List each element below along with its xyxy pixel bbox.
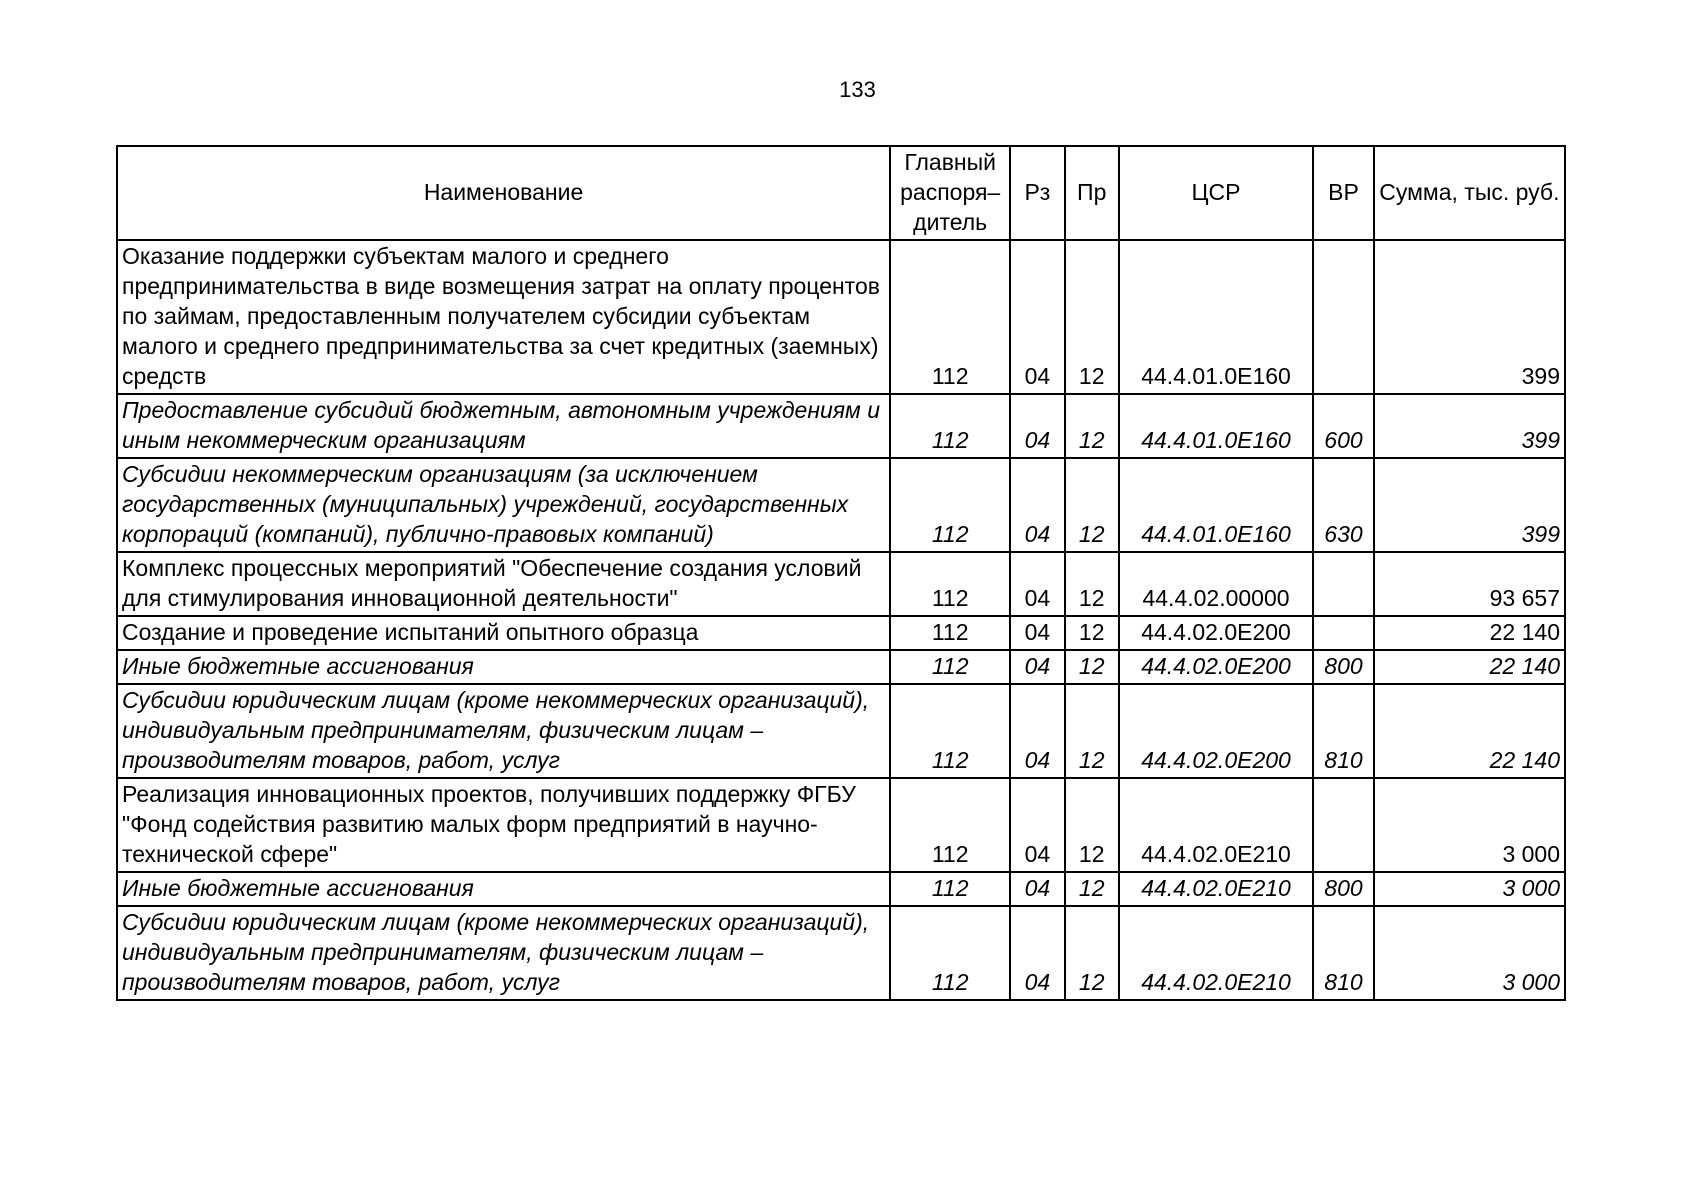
table-row xyxy=(117,458,1565,552)
cell-expense-type: 800 xyxy=(1313,872,1374,906)
cell-target-article: 44.4.02.0Е210 xyxy=(1119,872,1313,906)
cell-subsection: 12 xyxy=(1065,394,1119,458)
cell-target-article: 44.4.02.0Е210 xyxy=(1119,906,1313,1000)
cell-section: 04 xyxy=(1010,778,1064,872)
cell-expense-type xyxy=(1313,552,1374,616)
cell-target-article: 44.4.02.0Е200 xyxy=(1119,650,1313,684)
cell-chief-administrator: 112 xyxy=(890,778,1010,872)
cell-expense-type: 600 xyxy=(1313,394,1374,458)
table-row xyxy=(117,872,1565,906)
table-row xyxy=(117,650,1565,684)
header-name: Наименование xyxy=(117,146,890,240)
cell-section: 04 xyxy=(1010,872,1064,906)
cell-chief-administrator: 112 xyxy=(890,872,1010,906)
cell-name: Предоставление субсидий бюджетным, автономным учреждениям и иным некоммерческим организациям xyxy=(117,394,890,458)
cell-name: Комплекс процессных мероприятий "Обеспечение создания условий для стимулирования инновационной деятельности" xyxy=(117,552,890,616)
cell-subsection: 12 xyxy=(1065,552,1119,616)
cell-subsection: 12 xyxy=(1065,684,1119,778)
cell-target-article: 44.4.01.0Е160 xyxy=(1119,458,1313,552)
cell-chief-administrator: 112 xyxy=(890,552,1010,616)
cell-section: 04 xyxy=(1010,684,1064,778)
table-row xyxy=(117,906,1565,1000)
cell-name: Создание и проведение испытаний опытного образца xyxy=(117,616,890,650)
cell-expense-type xyxy=(1313,778,1374,872)
cell-target-article: 44.4.02.0Е200 xyxy=(1119,684,1313,778)
cell-section: 04 xyxy=(1010,616,1064,650)
page-number: 133 xyxy=(839,77,876,102)
header-section: Рз xyxy=(1010,146,1064,240)
budget-table xyxy=(116,145,1566,1001)
cell-section: 04 xyxy=(1010,240,1064,394)
cell-target-article: 44.4.01.0Е160 xyxy=(1119,394,1313,458)
header-expense-type: ВР xyxy=(1313,146,1374,240)
cell-name: Субсидии юридическим лицам (кроме некоммерческих организаций), индивидуальным предпринимателям, физическим лицам – производителям товаров, работ, услуг xyxy=(117,684,890,778)
table-row xyxy=(117,394,1565,458)
cell-expense-type xyxy=(1313,616,1374,650)
cell-section: 04 xyxy=(1010,650,1064,684)
cell-amount: 399 xyxy=(1374,394,1565,458)
cell-name: Оказание поддержки субъектам малого и среднего предпринимательства в виде возмещения затрат на оплату процентов по займам, предоставленным получателем субсидии субъектам малого и среднего предпринимательства за счет кредитных (заемных) средств xyxy=(117,240,890,394)
header-target-article: ЦСР xyxy=(1119,146,1313,240)
cell-subsection: 12 xyxy=(1065,906,1119,1000)
cell-expense-type: 810 xyxy=(1313,684,1374,778)
cell-chief-administrator: 112 xyxy=(890,616,1010,650)
header-chief-administrator: Главный распоря– дитель xyxy=(890,146,1010,240)
cell-expense-type xyxy=(1313,240,1374,394)
cell-chief-administrator: 112 xyxy=(890,458,1010,552)
cell-amount: 22 140 xyxy=(1374,650,1565,684)
cell-chief-administrator: 112 xyxy=(890,394,1010,458)
cell-expense-type: 810 xyxy=(1313,906,1374,1000)
cell-name: Субсидии юридическим лицам (кроме некоммерческих организаций), индивидуальным предпринимателям, физическим лицам – производителям товаров, работ, услуг xyxy=(117,906,890,1000)
cell-section: 04 xyxy=(1010,552,1064,616)
table-header xyxy=(117,146,1565,240)
cell-amount: 399 xyxy=(1374,458,1565,552)
cell-chief-administrator: 112 xyxy=(890,684,1010,778)
cell-name: Субсидии некоммерческим организациям (за исключением государственных (муниципальных) учреждений, государственных корпораций (компаний), публично-правовых компаний) xyxy=(117,458,890,552)
table-row xyxy=(117,552,1565,616)
header-amount: Сумма, тыс. руб. xyxy=(1374,146,1565,240)
cell-expense-type: 800 xyxy=(1313,650,1374,684)
cell-name: Реализация инновационных проектов, получивших поддержку ФГБУ "Фонд содействия развитию малых форм предприятий в научно-технической сфере" xyxy=(117,778,890,872)
cell-target-article: 44.4.02.0Е200 xyxy=(1119,616,1313,650)
cell-chief-administrator: 112 xyxy=(890,240,1010,394)
cell-chief-administrator: 112 xyxy=(890,650,1010,684)
cell-subsection: 12 xyxy=(1065,616,1119,650)
cell-amount: 3 000 xyxy=(1374,872,1565,906)
cell-expense-type: 630 xyxy=(1313,458,1374,552)
cell-target-article: 44.4.02.0Е210 xyxy=(1119,778,1313,872)
cell-name: Иные бюджетные ассигнования xyxy=(117,650,890,684)
cell-amount: 93 657 xyxy=(1374,552,1565,616)
table-body xyxy=(117,240,1565,1000)
cell-section: 04 xyxy=(1010,906,1064,1000)
table-row xyxy=(117,616,1565,650)
header-subsection: Пр xyxy=(1065,146,1119,240)
cell-subsection: 12 xyxy=(1065,650,1119,684)
cell-section: 04 xyxy=(1010,394,1064,458)
cell-amount: 3 000 xyxy=(1374,778,1565,872)
cell-name: Иные бюджетные ассигнования xyxy=(117,872,890,906)
cell-amount: 3 000 xyxy=(1374,906,1565,1000)
cell-amount: 22 140 xyxy=(1374,684,1565,778)
cell-subsection: 12 xyxy=(1065,872,1119,906)
table-row xyxy=(117,778,1565,872)
table-row xyxy=(117,240,1565,394)
cell-subsection: 12 xyxy=(1065,240,1119,394)
cell-section: 04 xyxy=(1010,458,1064,552)
cell-target-article: 44.4.02.00000 xyxy=(1119,552,1313,616)
cell-subsection: 12 xyxy=(1065,458,1119,552)
cell-amount: 399 xyxy=(1374,240,1565,394)
cell-amount: 22 140 xyxy=(1374,616,1565,650)
cell-target-article: 44.4.01.0Е160 xyxy=(1119,240,1313,394)
cell-subsection: 12 xyxy=(1065,778,1119,872)
cell-chief-administrator: 112 xyxy=(890,906,1010,1000)
table-row xyxy=(117,684,1565,778)
